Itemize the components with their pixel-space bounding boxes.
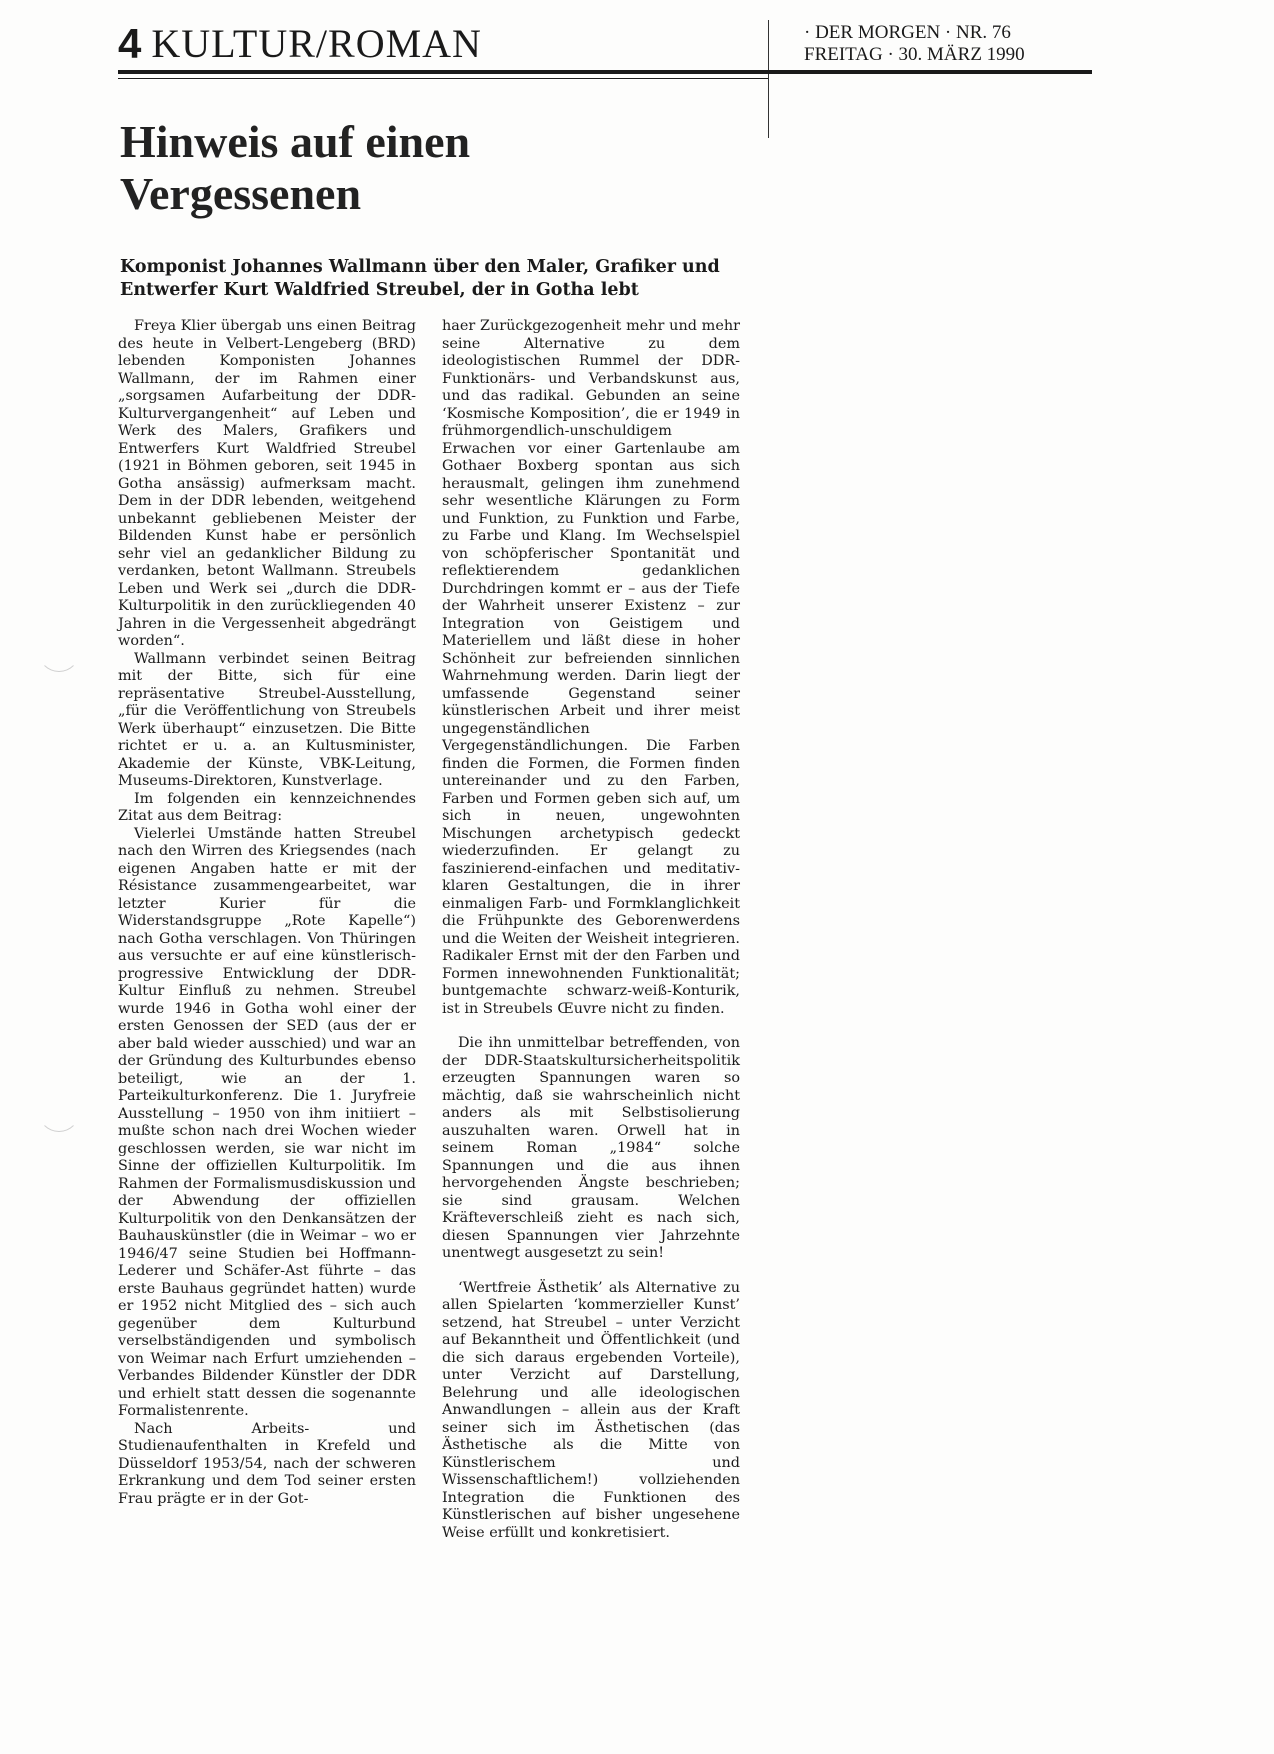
paragraph: Im folgenden ein kennzeichnendes Zitat aus dem Beitrag: (118, 790, 416, 824)
paragraph: Vielerlei Umstände hatten Streubel nach den Wirren des Kriegsendes (nach eigenen Angaben hatte er mit der Résistance zusammengearbeitet, war letzter Kurier für die Widerstandsgruppe „Rote Kapelle“) nach Gotha verschlagen. Von Thüringen aus versuchte er auf eine künstlerisch-progressive Entwicklung der DDR-Kultur Einfluß zu nehmen. Streubel wurde 1946 in Gotha wohl einer der ersten Genossen der SED (aus der er aber bald wieder ausschied) und war an der Gründung des Kulturbundes ebenso beteiligt, wie an der 1. Parteikulturkonferenz. Die 1. Juryfreie Ausstellung – 1950 von ihm initiiert – mußte schon nach drei Wochen wieder geschlossen werden, sie war nicht im Sinne der offiziellen Kulturpolitik. Im Rahmen der Formalismusdiskussion und der Abwendung der offiziellen Kulturpolitik von den Denkansätzen der Bauhauskünstler (die in Weimar – wo er 1946/47 seine Studien bei Hoffmann-Lederer und Schäfer-Ast führte – das erste Bauhaus gegründet hatten) wurde er 1952 nicht Mitglied des – sich auch gegenüber dem Kulturbund verselbständigenden und symbolisch von Weimar nach Erfurt umziehenden – Verbandes Bildender Künstler der DDR und erhielt statt dessen die sogenannte Formalistenrente. (118, 825, 416, 1419)
paragraph: haer Zurückgezogenheit mehr und mehr seine Alternative zu dem ideologistischen Rummel der DDR-Funktionärs- und Verbandskunst aus, und das radikal. Gebunden an seine ‘Kosmische Komposition’, die er 1949 in frühmorgendlich-unschuldigem Erwachen vor einer Gartenlaube am Gothaer Boxberg spontan aus sich herausmalt, gelingen ihm zunehmend sehr wesentliche Klärungen zu Form und Funktion, zu Funktion und Farbe, zu Farbe und Klang. Im Wechselspiel von schöpferischer Spontanität und reflektierendem gedanklichen Durchdringen kommt er – aus der Tiefe der Wahrheit unserer Existenz – zur Integration von Geistigem und Materiellem und läßt diese in hoher Schönheit zur befreienden sinnlichen Wahrnehmung werden. Darin liegt der umfassende Gegenstand seiner künstlerischen Arbeit und ihrer meist ungegenständlichen Vergegenständlichungen. Die Farben finden die Formen, die Formen finden untereinander und zu den Farben, Farben und Formen geben sich auf, um sich in neuen, ungewohnten Mischungen archetypisch gedeckt wiederzufinden. Er gelangt zu faszinierend-einfachen und meditativ-klaren Gestaltungen, die in ihrer einmaligen Farb- und Formklanglichkeit die Frühpunkte des Geborenwerdens und die Weiten der Weisheit integrieren. Radikaler Ernst mit der den Farben und Formen innewohnenden Funktionalität; buntgemachte schwarz-weiß-Konturik, ist in Streubels Œuvre nicht zu finden. (442, 318, 740, 1017)
scan-hole-mark (38, 630, 80, 672)
section-title: KULTUR/ROMAN (151, 21, 482, 66)
paragraph: Die ihn unmittelbar betreffenden, von der DDR-Staatskultursicherheitspolitik erzeugten Spannungen waren so mächtig, daß sie wahrscheinlich nicht anders als mit Selbstisolierung auszuhalten waren. Orwell hat in seinem Roman „1984“ solche Spannungen und die aus ihnen hervorgehenden Ängste beschrieben; sie sind grausam. Welchen Kräfteverschleiß zieht es nach sich, diesen Spannungen vier Jahrzehnte unentwegt ausgesetzt zu sein! (442, 1035, 740, 1261)
section-heading (118, 20, 482, 68)
page-number: 4 (118, 20, 142, 67)
masthead-date: FREITAG · 30. MÄRZ 1990 (804, 44, 1025, 65)
page-header (118, 20, 1092, 72)
scan-hole-mark (38, 1090, 80, 1132)
article-subheading: Komponist Johannes Wallmann über den Maler, Grafiker und Entwerfer Kurt Waldfried Streubel, der in Gotha lebt (120, 257, 720, 300)
paragraph: ‘Wertfreie Ästhetik’ als Alternative zu allen Spielarten ‘kommerzieller Kunst’ setzend, hat Streubel – unter Verzicht auf Bekanntheit und Öffentlichkeit (und die sich daraus ergebenden Vorteile), unter Verzicht auf Darstellung, Belehrung und alle ideologischen Anwandlungen – allein aus der Kraft seiner sich im Ästhetischen (das Ästhetische als die Mitte von Künstlerischem und Wissenschaftlichem!) vollziehenden Integration die Funktionen des Künstlerischen auf bisher ungesehene Weise erfüllt und konkretisiert. (442, 1279, 740, 1541)
paragraph: Freya Klier übergab uns einen Beitrag des heute in Velbert-Lengeberg (BRD) lebenden Komponisten Johannes Wallmann, der im Rahmen einer „sorgsamen Aufarbeitung der DDR-Kulturvergangenheit“ auf Leben und Werk des Malers, Grafikers und Entwerfers Kurt Waldfried Streubel (1921 in Böhmen geboren, seit 1945 in Gotha ansässig) aufmerksam macht. Dem in der DDR lebenden, weitgehend unbekannt gebliebenen Meister der Bildenden Kunst habe er persönlich sehr viel an gedanklicher Bildung zu verdanken, betont Wallmann. Streubels Leben und Werk sei „durch die DDR-Kulturpolitik in den zurückliegenden 40 Jahren in die Vergessenheit abgedrängt worden“. (118, 318, 416, 649)
article-headline: Hinweis auf einen Vergessenen (120, 116, 471, 219)
masthead-issue: · DER MORGEN · NR. 76 (804, 22, 1011, 43)
article-column-1 (118, 318, 416, 1508)
paragraph: Nach Arbeits- und Studienaufenthalten in Krefeld und Düsseldorf 1953/54, nach der schweren Erkrankung und dem Tod seiner ersten Frau prägte er in der Got- (118, 1420, 416, 1507)
article-column-2 (442, 318, 740, 1542)
header-rule (118, 70, 1092, 74)
header-rule-thin (118, 78, 768, 79)
header-divider (768, 20, 769, 138)
masthead (804, 22, 1104, 66)
paragraph: Wallmann verbindet seinen Beitrag mit der Bitte, sich für eine repräsentative Streubel-Ausstellung, „für die Veröffentlichung von Streubels Werk überhaupt“ einzusetzen. Die Bitte richtet er u. a. an Kultusminister, Akademie der Künste, VBK-Leitung, Museums-Direktoren, Kunstverlage. (118, 650, 416, 789)
